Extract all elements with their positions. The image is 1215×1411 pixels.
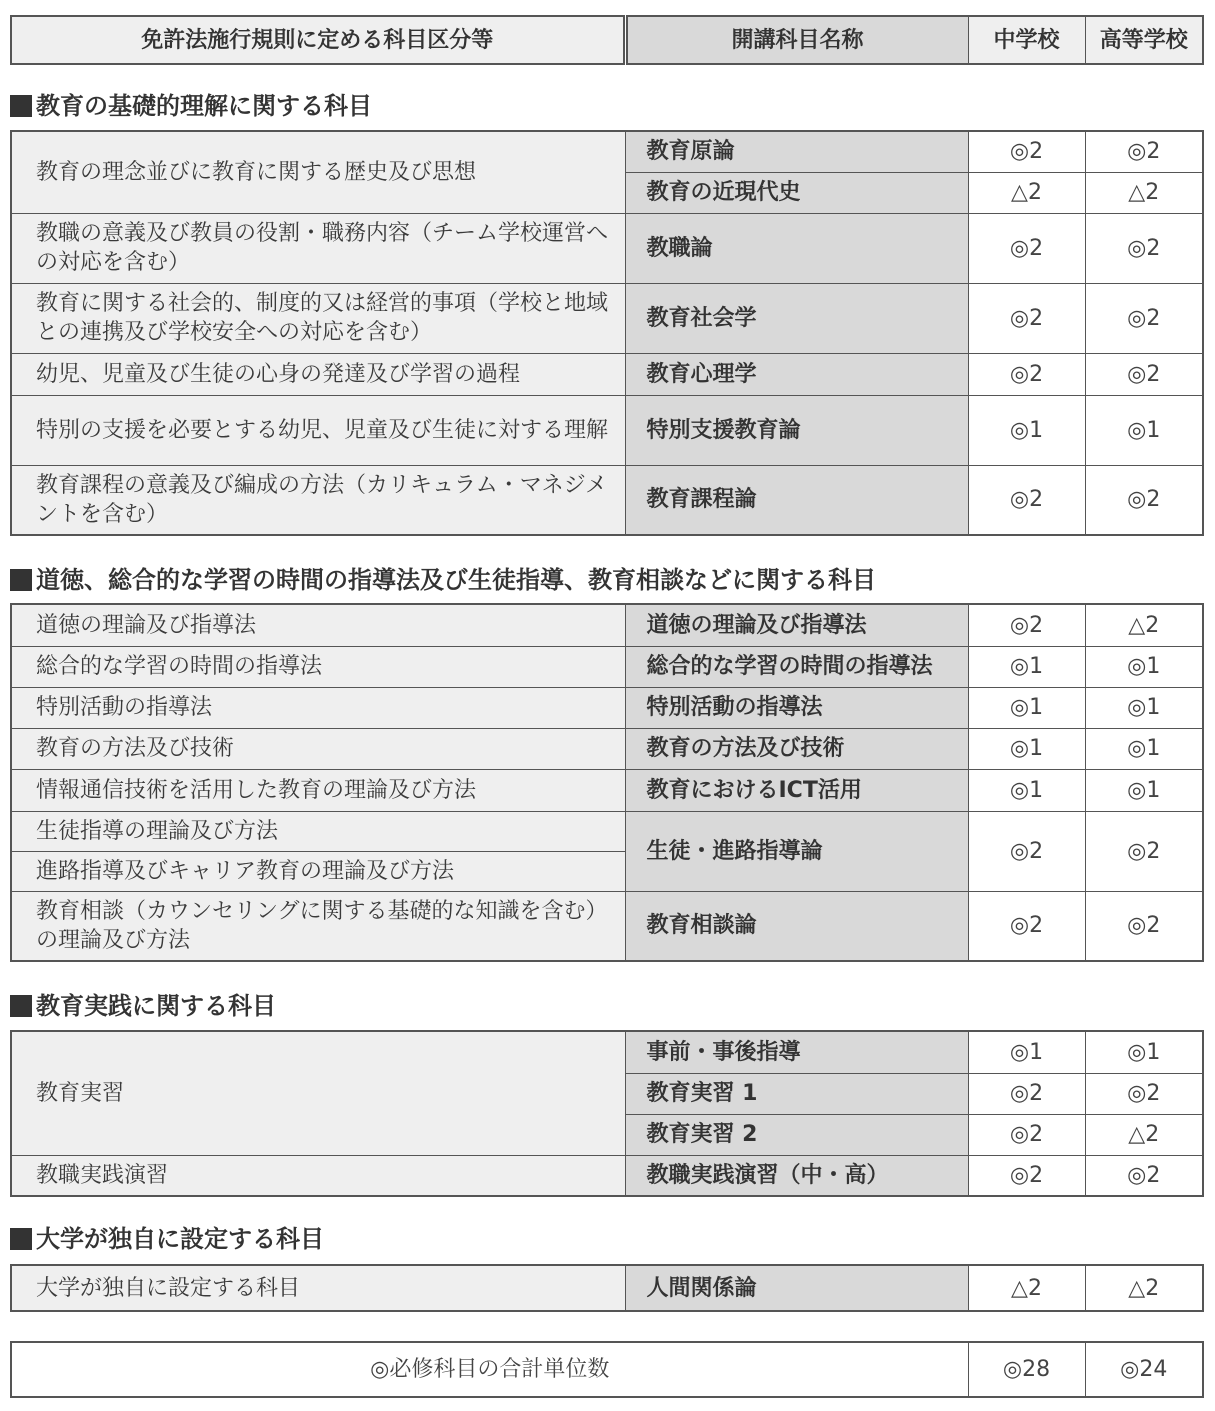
junior-high-credit: △2 (968, 1265, 1085, 1311)
table-row (11, 1031, 1203, 1073)
header-course: 開講科目名称 (625, 16, 968, 64)
high-school-credit: ◎2 (1085, 283, 1203, 353)
junior-high-credit: ◎1 (968, 769, 1085, 811)
course-cell: 教育心理学 (625, 353, 968, 395)
table-row (11, 687, 1203, 728)
category-cell: 特別の支援を必要とする幼児、児童及び生徒に対する理解 (11, 395, 625, 465)
junior-high-credit: ◎2 (968, 604, 1085, 646)
category-cell: 特別活動の指導法 (11, 687, 625, 728)
category-cell: 教育の理念並びに教育に関する歴史及び思想 (11, 131, 625, 213)
table-row (11, 769, 1203, 811)
section-heading-practice (10, 991, 276, 1021)
header-high-school: 高等学校 (1085, 16, 1203, 64)
high-school-credit: ◎2 (1085, 891, 1203, 961)
junior-high-credit: △2 (968, 172, 1085, 213)
square-bullet-icon (10, 569, 32, 591)
table-row (11, 283, 1203, 353)
category-cell: 教育の方法及び技術 (11, 728, 625, 769)
course-cell: 教育原論 (625, 131, 968, 172)
junior-high-credit: ◎2 (968, 811, 1085, 891)
high-school-credit: ◎1 (1085, 728, 1203, 769)
section-table-moral-education (10, 603, 1204, 962)
table-row (11, 811, 1203, 851)
junior-high-credit: ◎2 (968, 1114, 1085, 1155)
category-cell: 総合的な学習の時間の指導法 (11, 646, 625, 687)
high-school-credit: ◎1 (1085, 1031, 1203, 1073)
high-school-credit: ◎1 (1085, 646, 1203, 687)
high-school-credit: ◎2 (1085, 465, 1203, 535)
junior-high-credit: ◎2 (968, 283, 1085, 353)
junior-high-credit: ◎2 (968, 891, 1085, 961)
course-cell: 教育実習 1 (625, 1073, 968, 1114)
junior-high-credit: ◎1 (968, 728, 1085, 769)
junior-high-credit: ◎2 (968, 213, 1085, 283)
category-cell: 教育に関する社会的、制度的又は経営的事項（学校と地域との連携及び学校安全への対応を含む） (11, 283, 625, 353)
table-row (11, 465, 1203, 535)
junior-high-credit: ◎2 (968, 465, 1085, 535)
course-cell: 特別支援教育論 (625, 395, 968, 465)
high-school-credit: ◎2 (1085, 213, 1203, 283)
high-school-credit: ◎2 (1085, 1155, 1203, 1196)
total-row (11, 1342, 1203, 1397)
table-row (11, 213, 1203, 283)
course-cell: 教職実践演習（中・高） (625, 1155, 968, 1196)
header-table (10, 15, 1204, 65)
course-cell: 教育の方法及び技術 (625, 728, 968, 769)
square-bullet-icon (10, 95, 32, 117)
total-junior-high: ◎28 (968, 1342, 1085, 1397)
table-row (11, 646, 1203, 687)
junior-high-credit: ◎1 (968, 687, 1085, 728)
header-junior-high: 中学校 (968, 16, 1085, 64)
category-cell: 生徒指導の理論及び方法 (11, 811, 625, 851)
section-heading-text: 教育実践に関する科目 (36, 992, 276, 1020)
course-cell: 人間関係論 (625, 1265, 968, 1311)
category-cell: 進路指導及びキャリア教育の理論及び方法 (11, 851, 625, 891)
junior-high-credit: ◎2 (968, 131, 1085, 172)
header-category: 免許法施行規則に定める科目区分等 (11, 16, 625, 64)
category-cell: 教職実践演習 (11, 1155, 625, 1196)
section-table-foundations (10, 130, 1204, 536)
table-row (11, 131, 1203, 172)
table-row (11, 1155, 1203, 1196)
table-row (11, 891, 1203, 961)
junior-high-credit: ◎2 (968, 1073, 1085, 1114)
category-cell: 教育実習 (11, 1031, 625, 1155)
section-heading-moral-education (10, 565, 876, 595)
header-row (11, 16, 1203, 64)
table-row (11, 1265, 1203, 1311)
table-row (11, 728, 1203, 769)
category-cell: 教育課程の意義及び編成の方法（カリキュラム・マネジメントを含む） (11, 465, 625, 535)
high-school-credit: △2 (1085, 172, 1203, 213)
table-row (11, 353, 1203, 395)
high-school-credit: △2 (1085, 1114, 1203, 1155)
total-table (10, 1341, 1204, 1398)
category-cell: 教育相談（カウンセリングに関する基礎的な知識を含む）の理論及び方法 (11, 891, 625, 961)
course-cell: 教育社会学 (625, 283, 968, 353)
course-cell: 教職論 (625, 213, 968, 283)
course-cell: 教育の近現代史 (625, 172, 968, 213)
junior-high-credit: ◎1 (968, 646, 1085, 687)
section-heading-foundations (10, 91, 372, 121)
high-school-credit: ◎2 (1085, 811, 1203, 891)
course-cell: 教育におけるICT活用 (625, 769, 968, 811)
course-cell: 教育相談論 (625, 891, 968, 961)
square-bullet-icon (10, 995, 32, 1017)
high-school-credit: △2 (1085, 1265, 1203, 1311)
high-school-credit: ◎1 (1085, 395, 1203, 465)
course-cell: 道徳の理論及び指導法 (625, 604, 968, 646)
table-row (11, 604, 1203, 646)
section-table-university-specific (10, 1264, 1204, 1312)
table-row (11, 395, 1203, 465)
course-cell: 事前・事後指導 (625, 1031, 968, 1073)
section-heading-text: 教育の基礎的理解に関する科目 (36, 92, 372, 120)
category-cell: 教職の意義及び教員の役割・職務内容（チーム学校運営への対応を含む） (11, 213, 625, 283)
course-cell: 生徒・進路指導論 (625, 811, 968, 891)
junior-high-credit: ◎2 (968, 353, 1085, 395)
section-heading-university-specific (10, 1224, 324, 1254)
square-bullet-icon (10, 1228, 32, 1250)
high-school-credit: ◎2 (1085, 131, 1203, 172)
category-cell: 幼児、児童及び生徒の心身の発達及び学習の過程 (11, 353, 625, 395)
category-cell: 情報通信技術を活用した教育の理論及び方法 (11, 769, 625, 811)
total-high-school: ◎24 (1085, 1342, 1203, 1397)
course-cell: 総合的な学習の時間の指導法 (625, 646, 968, 687)
high-school-credit: ◎1 (1085, 769, 1203, 811)
high-school-credit: ◎2 (1085, 1073, 1203, 1114)
course-cell: 教育課程論 (625, 465, 968, 535)
category-cell: 道徳の理論及び指導法 (11, 604, 625, 646)
category-cell: 大学が独自に設定する科目 (11, 1265, 625, 1311)
total-label: ◎必修科目の合計単位数 (11, 1342, 968, 1397)
junior-high-credit: ◎1 (968, 1031, 1085, 1073)
high-school-credit: ◎2 (1085, 353, 1203, 395)
section-heading-text: 道徳、総合的な学習の時間の指導法及び生徒指導、教育相談などに関する科目 (36, 566, 876, 594)
course-cell: 特別活動の指導法 (625, 687, 968, 728)
high-school-credit: ◎1 (1085, 687, 1203, 728)
section-table-practice (10, 1030, 1204, 1197)
junior-high-credit: ◎2 (968, 1155, 1085, 1196)
course-cell: 教育実習 2 (625, 1114, 968, 1155)
section-heading-text: 大学が独自に設定する科目 (36, 1225, 324, 1253)
high-school-credit: △2 (1085, 604, 1203, 646)
junior-high-credit: ◎1 (968, 395, 1085, 465)
